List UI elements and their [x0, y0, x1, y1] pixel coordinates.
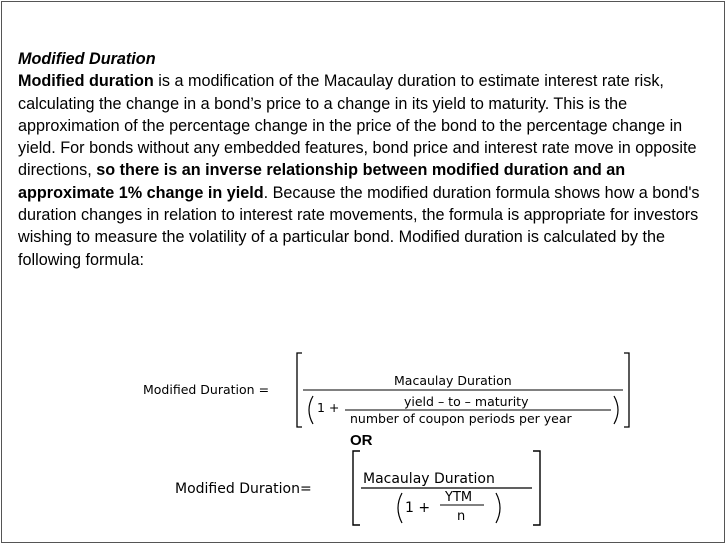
formula1-inner-denominator: number of coupon periods per year — [350, 411, 572, 426]
formula1-right-bracket — [624, 353, 629, 427]
term: Modified duration — [18, 72, 154, 91]
formula2-right-bracket — [533, 451, 540, 525]
heading: Modified Duration — [18, 50, 156, 68]
formula1-left-paren — [309, 396, 313, 424]
formula2-right-paren — [496, 493, 500, 523]
formula-2 — [175, 451, 540, 525]
formula1-left-bracket — [297, 353, 302, 427]
formula-1 — [143, 353, 629, 427]
formula2-inner-denominator: n — [457, 509, 466, 524]
formula1-numerator: Macaulay Duration — [394, 373, 512, 388]
formula1-one-plus: 1 + — [317, 400, 340, 415]
formula2-lhs: Modified Duration= — [175, 481, 312, 497]
formula2-inner-numerator: YTM — [445, 490, 473, 505]
or-label: OR — [350, 432, 373, 449]
formula2-numerator: Macaulay Duration — [363, 471, 495, 487]
formula1-right-paren — [614, 396, 618, 424]
paragraph-part1: is a modification of the Macaulay duration to estimate interest rate risk, calculating the change in a bond’s price to a change in its yield to maturity. This is the approximation of the percentage change in the price of the bond to the percentage change in yield. For bonds without any embedded features, bond price and interest rate move in opposite directions, — [18, 72, 697, 180]
formula2-left-bracket — [353, 451, 360, 525]
emphasis: so there is an inverse relationship between modified duration and an approximate 1% change in yield — [18, 161, 626, 202]
paragraph-part2: . Because the modified duration formula shows how a bond's duration changes in relation to interest rate movements, the formula is appropriate for investors wishing to measure the volatility of a particular bond. Modified duration is calculated by the following formula: — [18, 183, 700, 269]
formula1-inner-numerator: yield – to – maturity — [404, 394, 529, 409]
formula2-left-paren — [398, 493, 402, 523]
formula2-one-plus: 1 + — [405, 500, 431, 516]
formula1-lhs: Modified Duration = — [143, 382, 270, 397]
